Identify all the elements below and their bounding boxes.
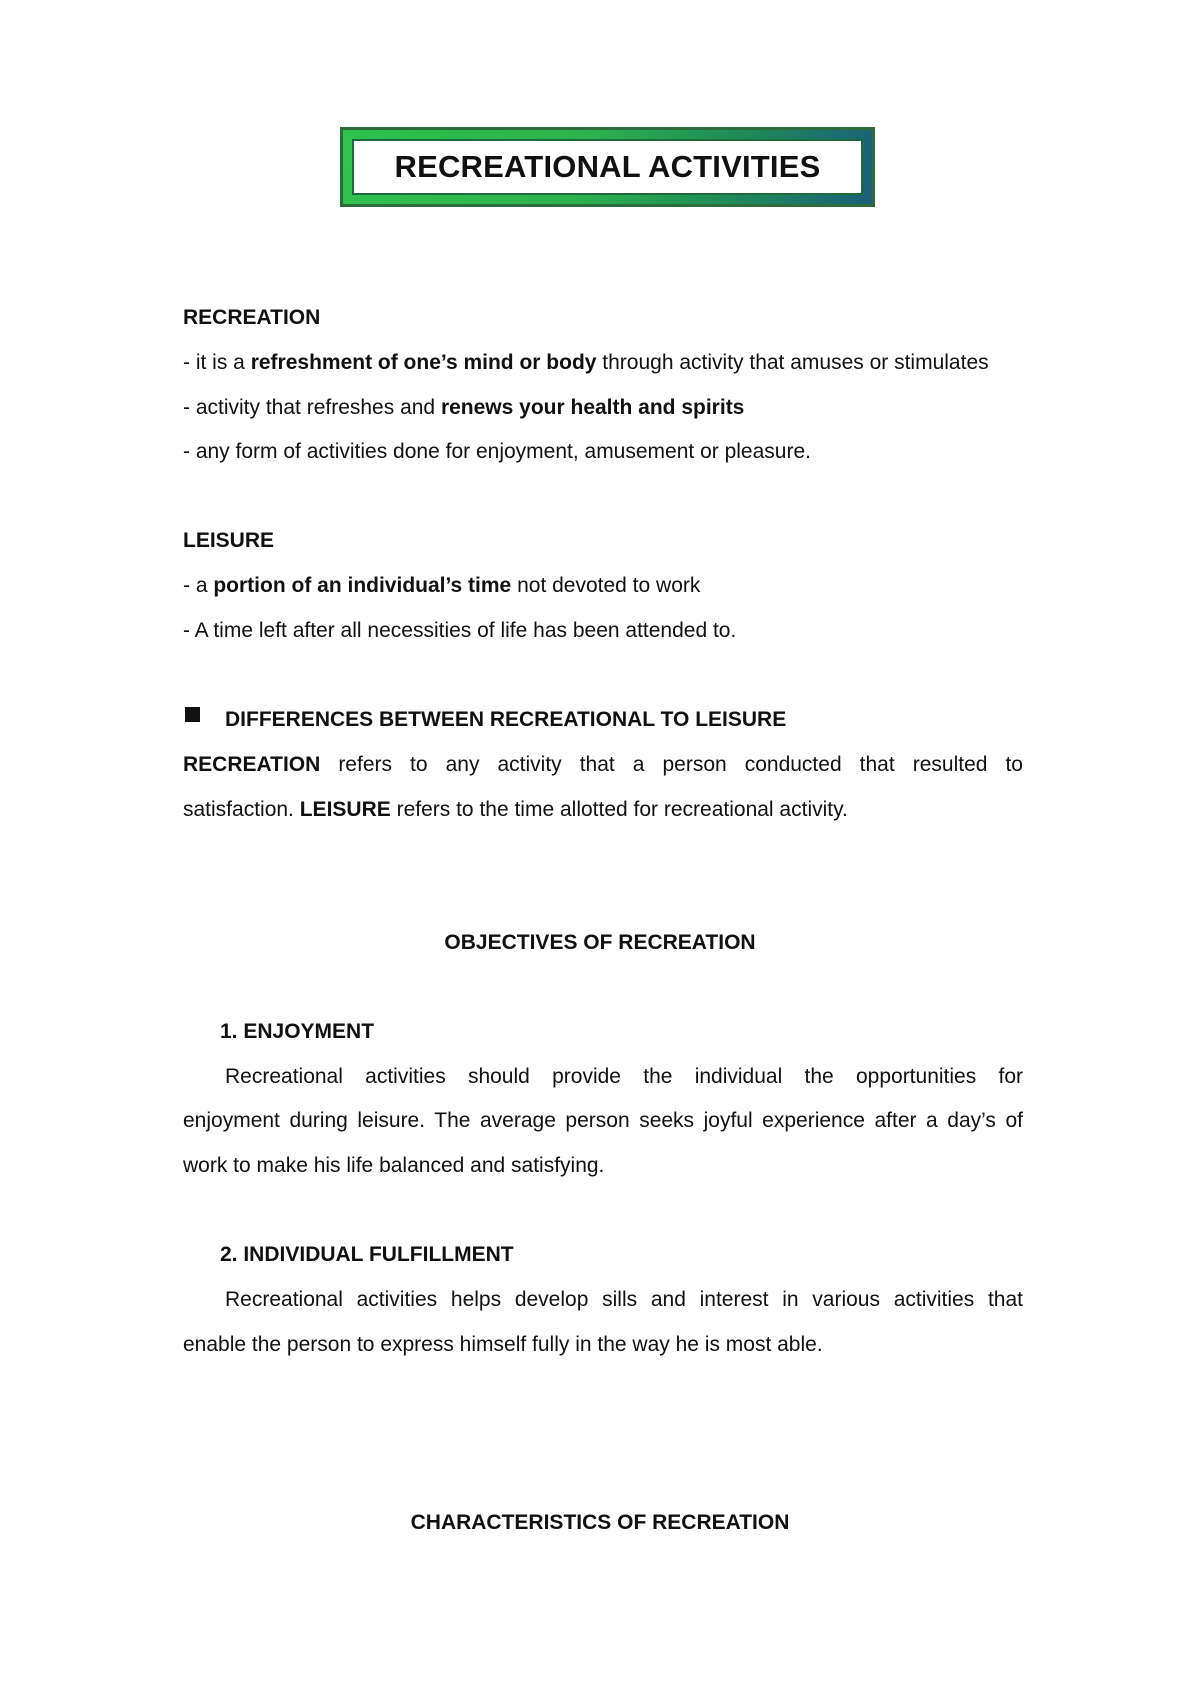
recreation-def2-pre: - activity that refreshes and <box>183 396 441 419</box>
objective-1-line-2-text: enjoyment during leisure. The average person seeks joyful experience after a day’s of <box>183 1109 1023 1132</box>
recreation-def1-post: through activity that amuses or stimulates <box>596 351 989 374</box>
page-title: RECREATIONAL ACTIVITIES <box>394 149 821 184</box>
recreation-def1-bold: refreshment of one’s mind or body <box>250 351 597 374</box>
differences-heading: DIFFERENCES BETWEEN RECREATIONAL TO LEISURE <box>225 708 787 731</box>
characteristics-heading: CHARACTERISTICS OF RECREATION <box>410 1511 790 1534</box>
objective-2-line-1 <box>225 1289 1023 1310</box>
recreation-def2-bold: renews your health and spirits <box>440 396 745 419</box>
title-inner-box <box>352 139 863 195</box>
differences-paragraph-line-1 <box>183 754 1023 775</box>
objective-2-title: 2. INDIVIDUAL FULFILLMENT <box>220 1243 514 1266</box>
recreation-definition-3: - any form of activities done for enjoyment, amusement or pleasure. <box>183 440 811 463</box>
objective-1-line-1 <box>225 1066 1023 1087</box>
leisure-definition-1 <box>183 575 700 596</box>
square-bullet-icon <box>185 707 200 722</box>
recreation-heading: RECREATION <box>183 306 321 329</box>
recreation-definition-2 <box>183 397 744 418</box>
recreation-def1-pre: - it is a <box>183 351 251 374</box>
objective-1-line-1-text: Recreational activities should provide the individual the opportunities for <box>225 1065 1023 1088</box>
objectives-heading: OBJECTIVES OF RECREATION <box>444 931 756 954</box>
title-frame <box>340 127 875 207</box>
leisure-def1-pre: - a <box>183 574 214 597</box>
leisure-heading: LEISURE <box>183 529 275 552</box>
objective-2-line-1-text: Recreational activities helps develop sills and interest in various activities that <box>225 1288 1023 1311</box>
differences-text-3: refers to the time allotted for recreational activity. <box>390 798 848 821</box>
differences-text-1: refers to any activity that a person conducted that resulted to <box>320 753 1023 776</box>
leisure-definition-2: - A time left after all necessities of life has been attended to. <box>183 619 737 642</box>
differences-paragraph-line-2 <box>183 799 848 820</box>
leisure-def1-post: not devoted to work <box>511 574 701 597</box>
differences-bold-recreation: RECREATION <box>183 753 321 776</box>
objective-1-line-2 <box>183 1110 1023 1131</box>
leisure-def1-bold: portion of an individual’s time <box>213 574 512 597</box>
objective-1-line-3: work to make his life balanced and satisfying. <box>183 1154 605 1177</box>
recreation-definition-1 <box>183 352 989 373</box>
objective-2-line-2: enable the person to express himself fully in the way he is most able. <box>183 1333 823 1356</box>
differences-text-2: satisfaction. <box>183 798 300 821</box>
differences-bold-leisure: LEISURE <box>299 798 391 821</box>
objective-1-title: 1. ENJOYMENT <box>220 1020 375 1043</box>
